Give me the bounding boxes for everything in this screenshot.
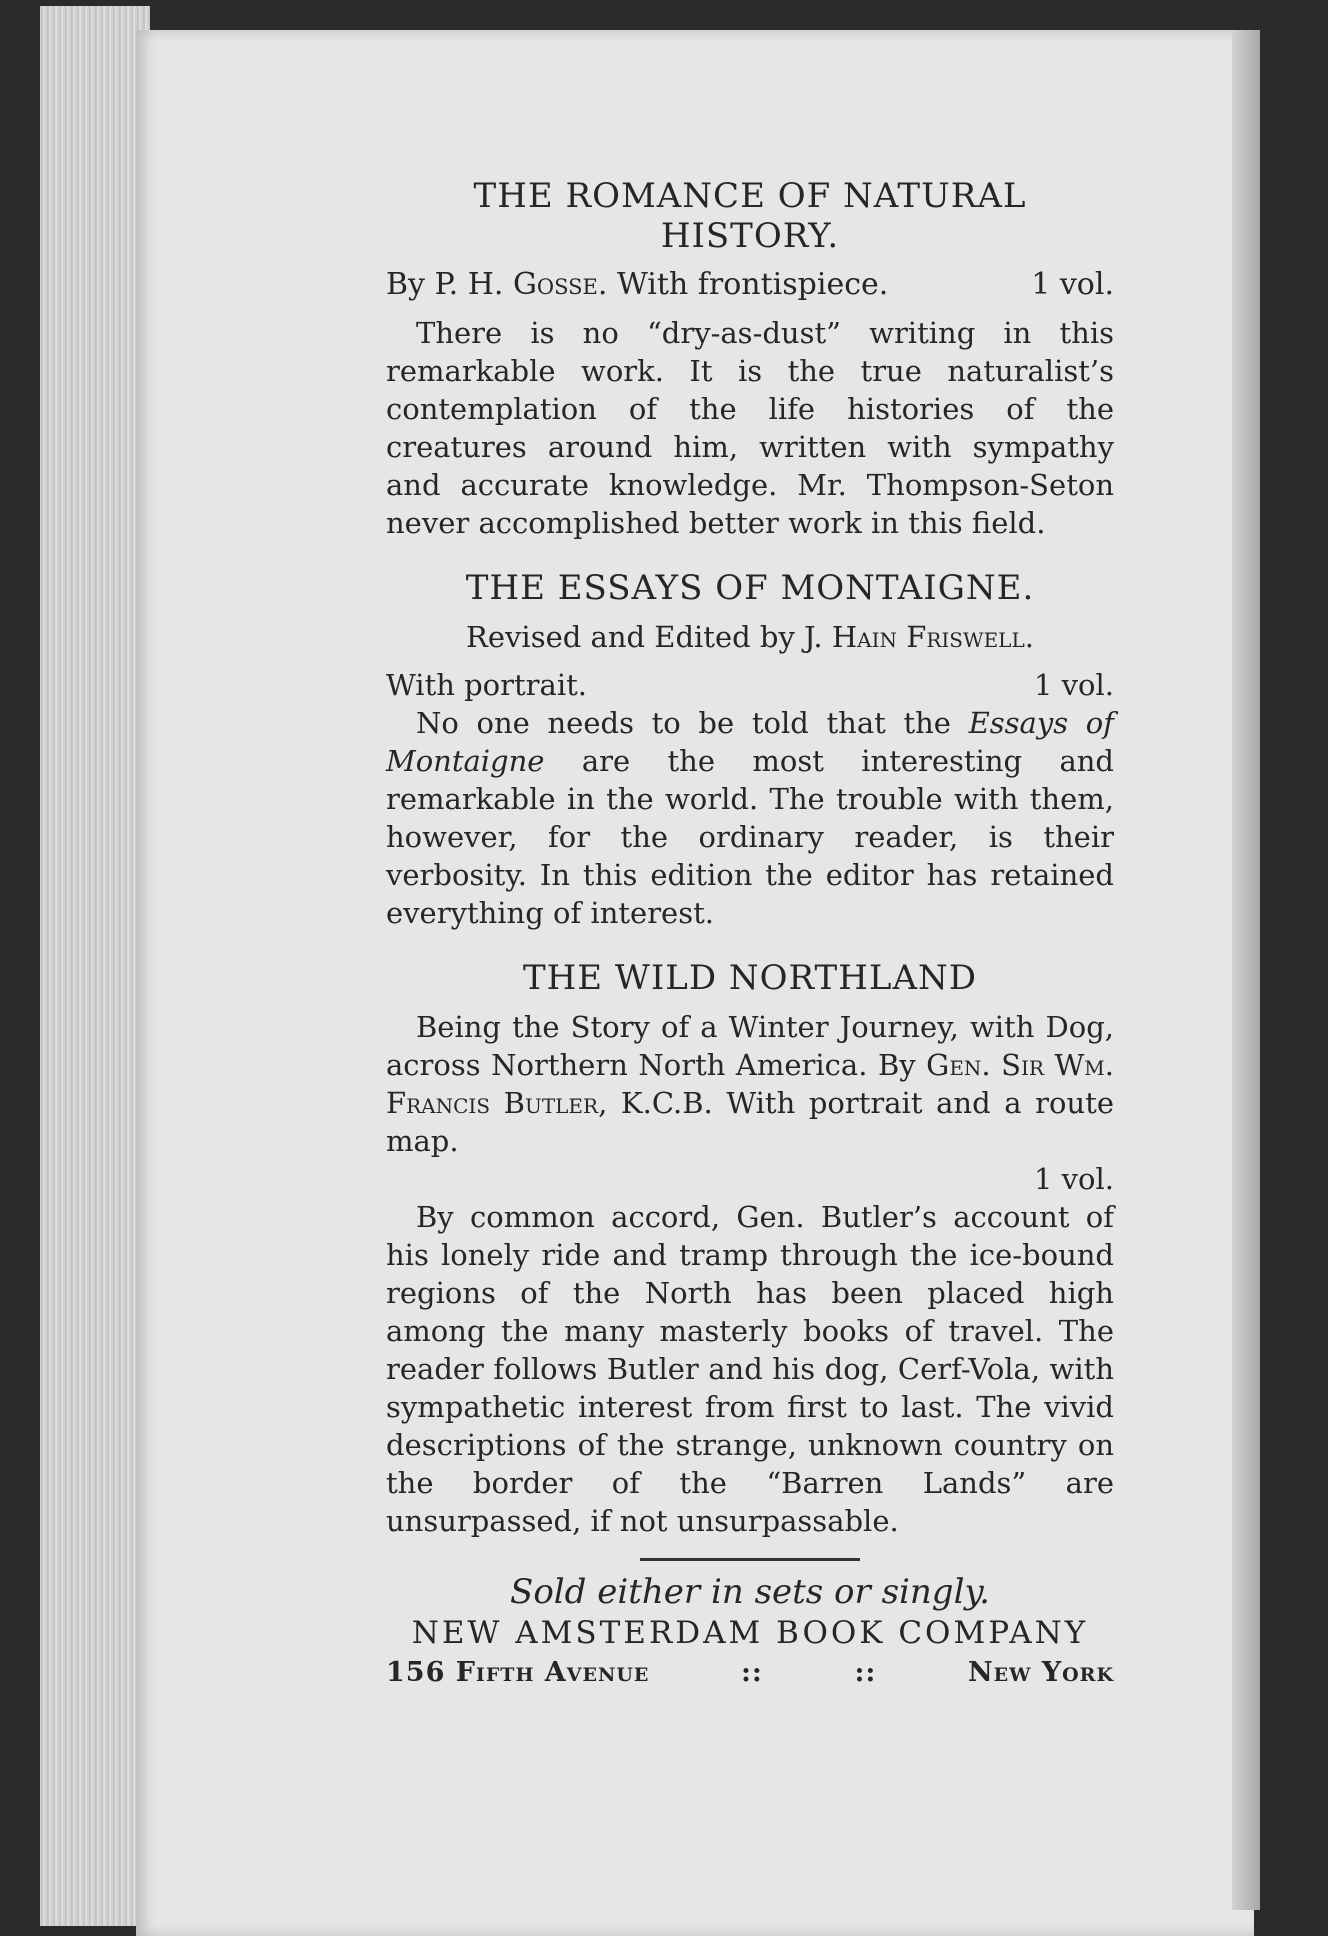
book1-title: THE ROMANCE OF NATURAL HISTORY.: [473, 176, 1027, 256]
book1-vol: 1 vol.: [1031, 267, 1114, 302]
book2-title: THE ESSAYS OF MONTAIGNE.: [465, 568, 1035, 608]
sold-note: Sold either in sets or singly.: [510, 1572, 990, 1612]
book2-vol: 1 vol.: [1033, 668, 1114, 702]
book3-vol: 1 vol.: [1033, 1162, 1114, 1196]
book3-author: Gen. Sir Wm. Francis Butler: [386, 1048, 1115, 1120]
address-separator: ::: [740, 1657, 763, 1688]
book3-title: THE WILD NORTHLAND: [522, 958, 978, 998]
book1-byline: [386, 266, 1114, 304]
publisher-name: NEW AMSTERDAM BOOK COMPANY: [411, 1615, 1089, 1651]
facing-page-edge: [1232, 30, 1260, 1910]
address-city: New York: [967, 1657, 1114, 1688]
address-street: 156 Fifth Avenue: [386, 1657, 650, 1688]
book1-author: Gosse: [512, 267, 598, 302]
book3-subtitle: Being the Story of a Winter Journey, with Dog, across Northern North America. By Gen. Sir Wm. Francis Butler, K.C.B. With portrait and a route map.: [386, 1010, 1115, 1158]
book1-byline-text: By P. H. Gosse. With frontispiece.: [386, 267, 889, 302]
divider-rule: [640, 1558, 860, 1561]
publisher-address: [386, 1653, 1114, 1693]
book2-portrait: With portrait.: [386, 668, 587, 702]
book3-vol-line: [386, 1160, 1114, 1198]
book3-description: By common accord, Gen. Butler’s account of his lonely ride and tramp through the ice-bound regions of the North has been placed high among the many masterly books of travel. The reader follows Butler and his dog, Cerf-Vola, with sympathetic interest from first to last. The vivid descriptions of the strange, unknown country on the border of the “Barren Lands” are unsurpassed, if not unsurpassable.: [386, 1200, 1114, 1538]
advertisement-page-content: [386, 176, 1114, 1693]
book-page-edges: [40, 6, 150, 1926]
book2-editor: Hain Friswell: [831, 620, 1025, 654]
book1-description: There is no “dry-as-dust” writing in this remarkable work. It is the true naturalist’s contemplation of the life histories of the creatures around him, written with sympathy and accurate knowledge. Mr. Thompson-Seton never accomplished better work in this field.: [386, 316, 1114, 540]
book2-description: No one needs to be told that the Essays of Montaigne are the most interesting and remarkable in the world. The trouble with them, however, for the ordinary reader, is their verbosity. In this edition the editor has retained everything of interest.: [386, 706, 1114, 930]
address-separator: ::: [854, 1657, 877, 1688]
book2-portrait-line: [386, 666, 1114, 704]
book2-edited-by: Revised and Edited by J. Hain Friswell.: [466, 620, 1034, 654]
